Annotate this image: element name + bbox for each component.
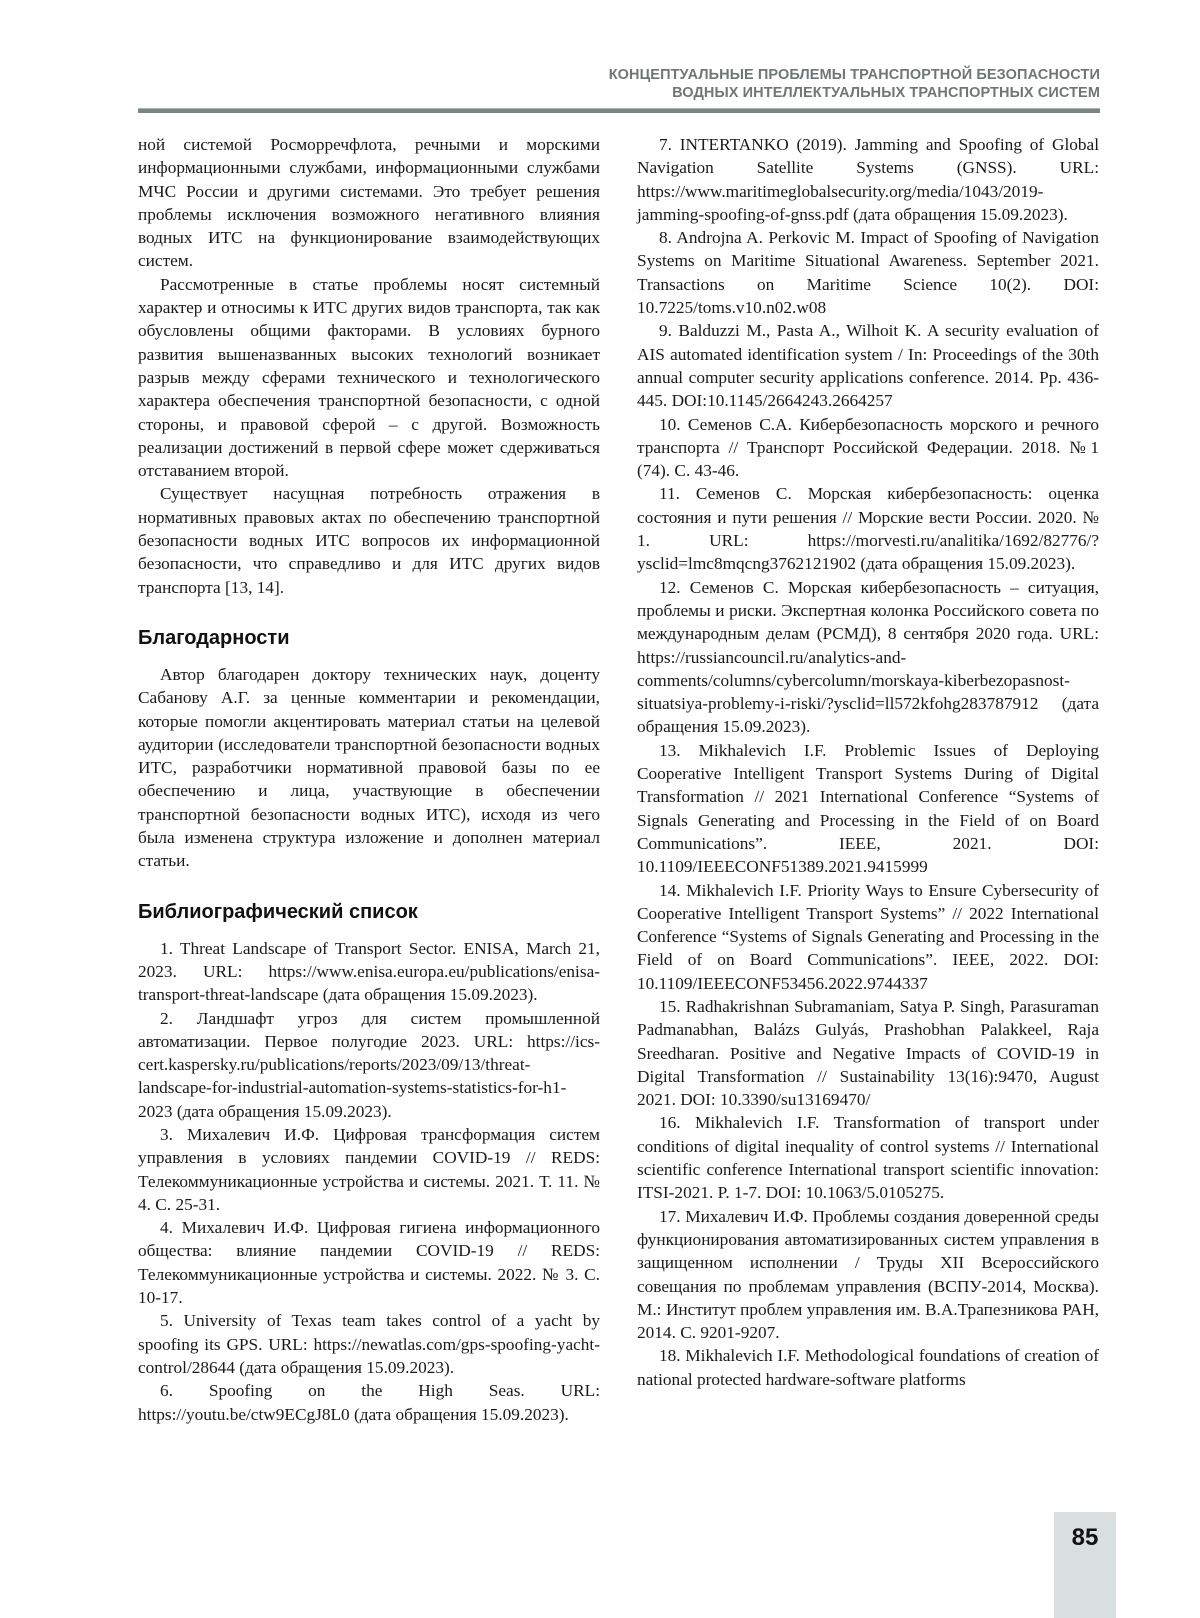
reference-item: 15. Radhakrishnan Subramaniam, Satya P. Singh, Parasuraman Padmanabhan, Balázs Gulyás, Prashobhan Palakkeel, Raja Sreedharan. Positive and Negative Impacts of COVID-19 in Digital Transformation // Sustainability 13(16):9470, August 2021. DOI: 10.3390/su13169470/ <box>637 996 1099 1110</box>
reference-item: 14. Mikhalevich I.F. Priority Ways to Ensure Cybersecurity of Cooperative Intelligent Transport Systems” // 2022 International Conference “Systems of Signals Generating and Processing in the Field of on Board Communications”. IEEE, 2022. DOI: 10.1109/IEEECONF53456.2022.9744337 <box>637 880 1099 993</box>
running-head <box>609 66 1100 102</box>
reference-item: 8. Androjna A. Perkovic M. Impact of Spoofing of Navigation Systems on Maritime Situational Awareness. September 2021. Transactions on Maritime Science 10(2). DOI: 10.7225/toms.v10.n02.w08 <box>637 228 1099 318</box>
page-number-tab <box>1054 1512 1116 1618</box>
reference-item: 17. Михалевич И.Ф. Проблемы создания доверенной среды функционирования автоматизированных систем управления в защищенном исполнении / Труды XII Всероссийского совещания по проблемам управления (ВСПУ-2014, Москва). М.: Институт проблем управления им. В.А.Трапезникова РАН, 2014. С. 9201-9207. <box>637 1206 1099 1343</box>
running-head-line-1: КОНЦЕПТУАЛЬНЫЕ ПРОБЛЕМЫ ТРАНСПОРТНОЙ БЕЗОПАСНОСТИ <box>608 67 1100 83</box>
reference-item: 2. Ландшафт угроз для систем промышленной автоматизации. Первое полугодие 2023. URL: https://ics-cert.kaspersky.ru/publications/reports/2023/09/13/threat-landscape-for-industrial-automation-systems-statistics-for-h1-2023 (дата обращения 15.09.2023). <box>138 1008 600 1121</box>
acknowledgements-text: Автор благодарен доктору технических наук, доценту Сабанову А.Г. за ценные комментарии и рекомендации, которые помогли акцентировать материал статьи на целевой аудитории (исследователи транспортной безопасности водных ИТС, разработчики нормативной правовой базы по ее обеспечению и лица, участвующие в обеспечении транспортной безопасности водных ИТС), исходя из чего была изменена структура изложение и дополнен материал статьи. <box>138 664 600 871</box>
body-paragraph: ной системой Росморречфлота, речными и морскими информационными службами, информационными службами МЧС России и другими системами. Это требует решения проблемы исключения возможного негативного влияния водных ИТС на функционирование взаимодействующих систем. <box>138 135 600 271</box>
reference-item: 1. Threat Landscape of Transport Sector. ENISA, March 21, 2023. URL: https://www.enisa.europa.eu/publications/enisa-transport-threat-landscape (дата обращения 15.09.2023). <box>138 938 600 1005</box>
running-head-line-2: ВОДНЫХ ИНТЕЛЛЕКТУАЛЬНЫХ ТРАНСПОРТНЫХ СИСТЕМ <box>672 85 1100 101</box>
right-column <box>637 133 1099 1391</box>
reference-item: 3. Михалевич И.Ф. Цифровая трансформация систем управления в условиях пандемии COVID-19 // REDS: Телекоммуникационные устройства и системы. 2021. Т. 11. № 4. С. 25-31. <box>138 1124 600 1214</box>
reference-item: 10. Семенов С.А. Кибербезопасность морского и речного транспорта // Транспорт Российской Федерации. 2018. №1 (74). С. 43-46. <box>637 414 1099 481</box>
page-number: 85 <box>1071 1524 1099 1551</box>
reference-item: 11. Семенов С. Морская кибербезопасность: оценка состояния и пути решения // Морские вести России. 2020. № 1. URL: https://morvesti.ru/analitika/1692/82776/?ysclid=lmc8mqcng3762121902 (дата обращения 15.09.2023). <box>637 484 1099 574</box>
reference-item: 18. Mikhalevich I.F. Methodological foundations of creation of national protected hardware-software platforms <box>637 1346 1099 1389</box>
reference-item: 13. Mikhalevich I.F. Problemic Issues of Deploying Cooperative Intelligent Transport Systems During of Digital Transformation // 2021 International Conference “Systems of Signals Generating and Processing in the Field of on Board Communications”. IEEE, 2021. DOI: 10.1109/IEEECONF51389.2021.9415999 <box>637 740 1099 877</box>
reference-item: 9. Balduzzi M., Pasta A., Wilhoit K. A security evaluation of AIS automated identification system / In: Proceedings of the 30th annual computer security applications conference. 2014. Pp. 436-445. DOI:10.1145/2664243.2664257 <box>637 321 1099 411</box>
body-paragraph: Существует насущная потребность отражения в нормативных правовых актах по обеспечению транспортной безопасности водных ИТС вопросов их информационной безопасности, что справедливо и для ИТС других видов транспорта [13, 14]. <box>138 484 600 597</box>
reference-item: 4. Михалевич И.Ф. Цифровая гигиена информационного общества: влияние пандемии COVID-19 // REDS: Телекоммуникационные устройства и системы. 2022. № 3. С. 10-17. <box>138 1218 600 1308</box>
reference-item: 16. Mikhalevich I.F. Transformation of transport under conditions of digital inequality of control systems // International scientific conference International transport scientific innovation: ITSI-2021. P. 1-7. DOI: 10.1063/5.0105275. <box>637 1113 1099 1203</box>
acknowledgements-heading: Благодарности <box>138 626 290 649</box>
left-column <box>138 133 600 1426</box>
reference-item: 5. University of Texas team takes control of a yacht by spoofing its GPS. URL: https://newatlas.com/gps-spoofing-yacht-control/28644 (дата обращения 15.09.2023). <box>138 1311 600 1377</box>
reference-item: 6. Spoofing on the High Seas. URL: https://youtu.be/ctw9ECgJ8L0 (дата обращения 15.09.2023). <box>138 1381 600 1424</box>
body-paragraph: Рассмотренные в статье проблемы носят системный характер и относимы к ИТС других видов транспорта, так как обусловлены общими факторами. В условиях бурного развития вышеназванных высоких технологий возникает разрыв между сферами технического и технологического характера обеспечения транспортной безопасности, с одной стороны, и правовой сферой – с другой. Возможность реализации достижений в первой сфере может сдерживаться отставанием второй. <box>138 274 600 481</box>
bibliography-heading: Библиографический список <box>138 900 418 923</box>
reference-item: 12. Семенов С. Морская кибербезопасность – ситуация, проблемы и риски. Экспертная колонка Российского совета по международным делам (РСМД), 8 сентября 2020 года. URL: https://russiancouncil.ru/analytics-and-comments/columns/cybercolumn/morskaya-kiberbezopasnost-situatsiya-problemy-i-riski/?ysclid=ll572kfohg283787912 (дата обращения 15.09.2023). <box>637 577 1099 737</box>
header-rule <box>138 108 1100 113</box>
reference-item: 7. INTERTANKO (2019). Jamming and Spoofing of Global Navigation Satellite Systems (GNSS). URL: https://www.maritimeglobalsecurity.org/media/1043/2019-jamming-spoofing-of-gnss.pdf (дата обращения 15.09.2023). <box>637 135 1099 224</box>
